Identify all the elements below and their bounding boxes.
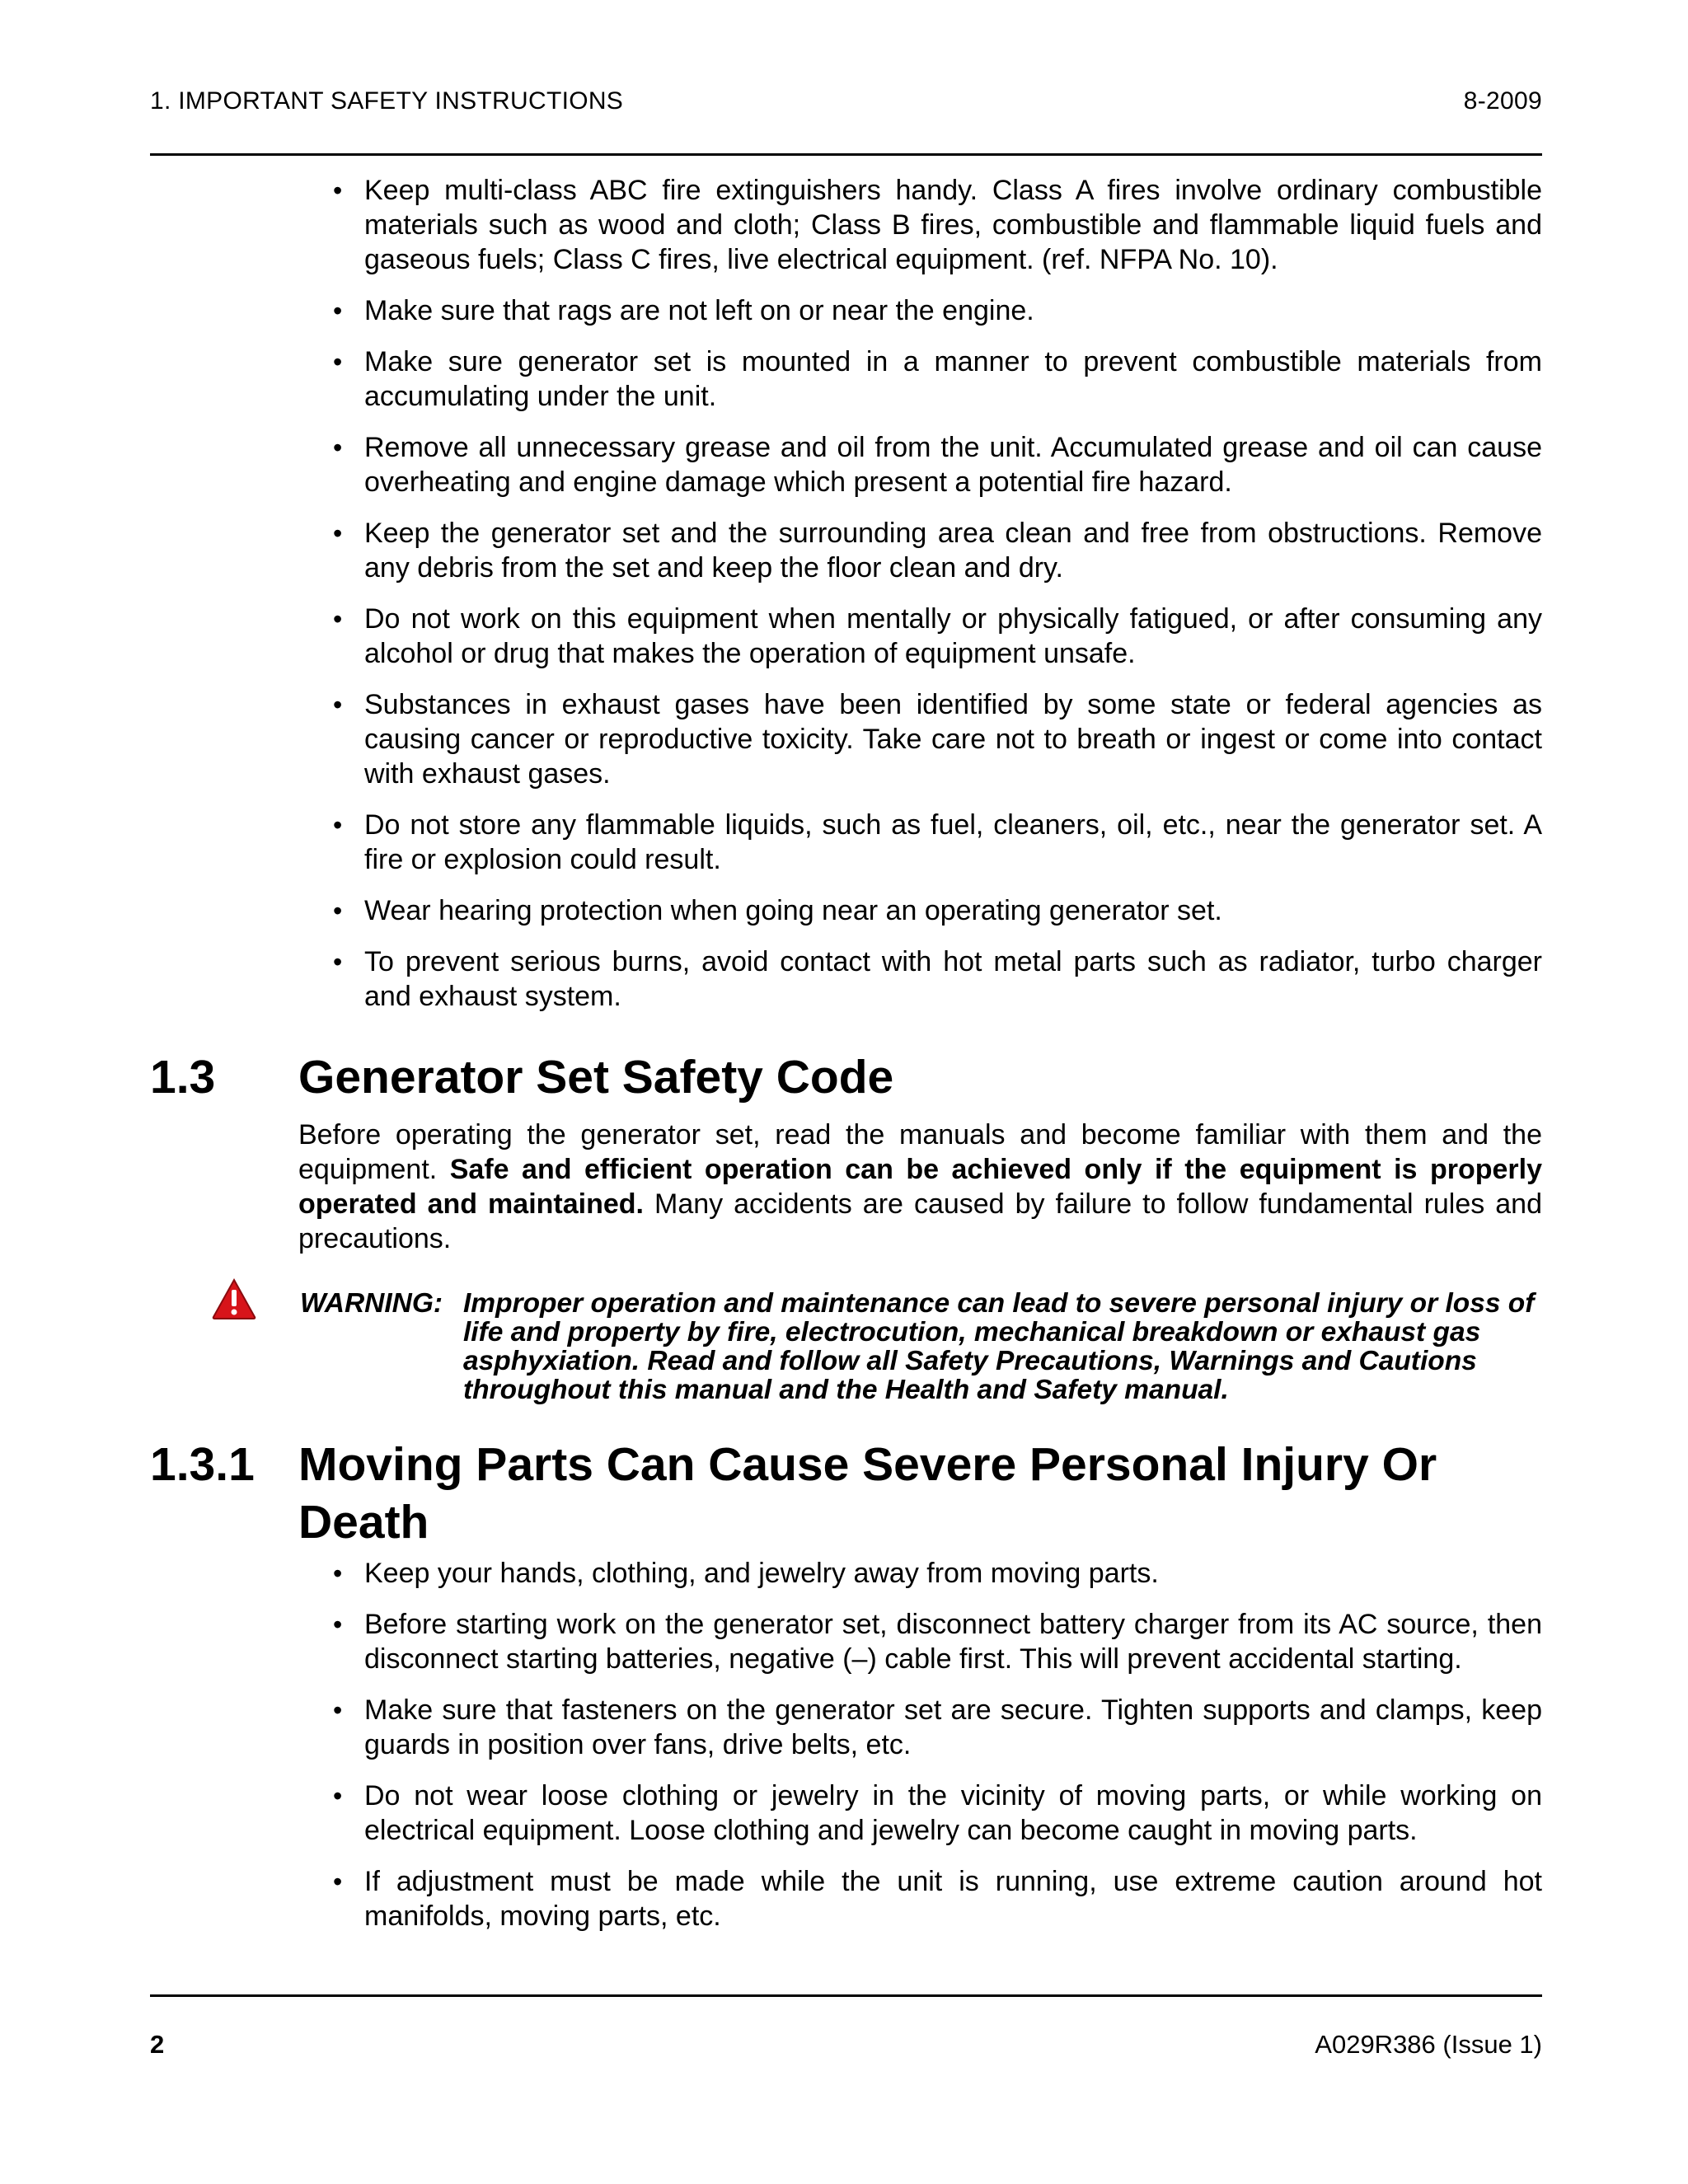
header-section-title: 1. IMPORTANT SAFETY INSTRUCTIONS xyxy=(150,87,624,115)
list-item: • Wear hearing protection when going near an operating generator set. xyxy=(333,895,1222,926)
list-item: • Do not work on this equipment when mentally or physically fatigued, or after consuming any alcohol or drug that makes the operation of equipment unsafe. xyxy=(333,603,1542,669)
list-item: • Do not wear loose clothing or jewelry in the vicinity of moving parts, or while working on electrical equipment. Loose clothing and jewelry can become caught in moving parts. xyxy=(333,1780,1542,1846)
list-item: • Keep the generator set and the surrounding area clean and free from obstructions. Remove any debris from the set and keep the floor clean and dry. xyxy=(333,518,1542,583)
document-number: A029R386 (Issue 1) xyxy=(1315,2030,1542,2059)
list-item: • Substances in exhaust gases have been identified by some state or federal agencies as causing cancer or reproductive toxicity. Take care not to breath or ingest or come into contact with exhaust gases. xyxy=(333,689,1542,790)
list-item: • Do not store any flammable liquids, such as fuel, cleaners, oil, etc., near the generator set. A fire or explosion could result. xyxy=(333,809,1542,875)
list-item: • Keep multi-class ABC fire extinguishers handy. Class A fires involve ordinary combustible materials such as wood and cloth; Class B fires, combustible and flammable liquid fuels and gaseous fuels; Class C fires, live electrical equipment. (ref. NFPA No. 10). xyxy=(333,175,1542,275)
section-title: Moving Parts Can Cause Severe Personal Injury Or Death xyxy=(298,1438,1437,1549)
list-item: • Make sure that fasteners on the generator set are secure. Tighten supports and clamps, keep guards in position over fans, drive belts, etc. xyxy=(333,1694,1542,1760)
list-item: • If adjustment must be made while the unit is running, use extreme caution around hot manifolds, moving parts, etc. xyxy=(333,1866,1542,1932)
section-heading-1-3 xyxy=(150,1048,1542,1106)
moving-parts-section xyxy=(150,1556,1542,1933)
fire-safety-list xyxy=(333,173,1542,1014)
section-number: 1.3.1 xyxy=(150,1438,255,1491)
header-date: 8-2009 xyxy=(1463,87,1542,115)
page-header xyxy=(150,79,1542,156)
emphasis-text: Safe and efficient operation can be achieved only if the equipment is properly operated and maintained. xyxy=(298,1154,1543,1220)
warning-text: Improper operation and maintenance can lead to severe personal injury or loss of life and property by fire, electrocution, mechanical breakdown or exhaust gas asphyxiation. Read and follow all Safety Precautions, Warnings and Cautions throughout this manual and the Health and Safety manual. xyxy=(463,1288,1535,1405)
moving-parts-list xyxy=(333,1556,1542,1933)
section-heading-1-3-1 xyxy=(150,1436,1542,1551)
section-number: 1.3 xyxy=(150,1051,216,1104)
section-title: Generator Set Safety Code xyxy=(298,1051,894,1104)
list-item: • Before starting work on the generator set, disconnect battery charger from its AC source, then disconnect starting batteries, negative (–) cable first. This will prevent accidental starting. xyxy=(333,1609,1542,1675)
list-item: • Make sure generator set is mounted in a manner to prevent combustible materials from accumulating under the unit. xyxy=(333,346,1542,412)
page-content xyxy=(150,173,1542,1950)
warning-triangle-icon xyxy=(211,1277,257,1320)
warning-block xyxy=(300,1289,1542,1404)
warning-label: WARNING: xyxy=(300,1288,443,1319)
list-item: • Keep your hands, clothing, and jewelry away from moving parts. xyxy=(333,1558,1159,1589)
list-item: • Make sure that rags are not left on or near the engine. xyxy=(333,295,1034,326)
list-item: • Remove all unnecessary grease and oil from the unit. Accumulated grease and oil can cause overheating and engine damage which present a potential fire hazard. xyxy=(333,432,1542,498)
page-footer xyxy=(150,1994,1542,2060)
list-item: • To prevent serious burns, avoid contact with hot metal parts such as radiator, turbo charger and exhaust system. xyxy=(333,946,1542,1012)
page-number: 2 xyxy=(150,2030,165,2059)
intro-paragraph: Before operating the generator set, read the manuals and become familiar with them and the equipment. Safe and efficient operation can be achieved only if the equipment is properly operated and maintained. Many accidents are caused by failure to follow fundamental rules and precautions. xyxy=(298,1119,1543,1254)
